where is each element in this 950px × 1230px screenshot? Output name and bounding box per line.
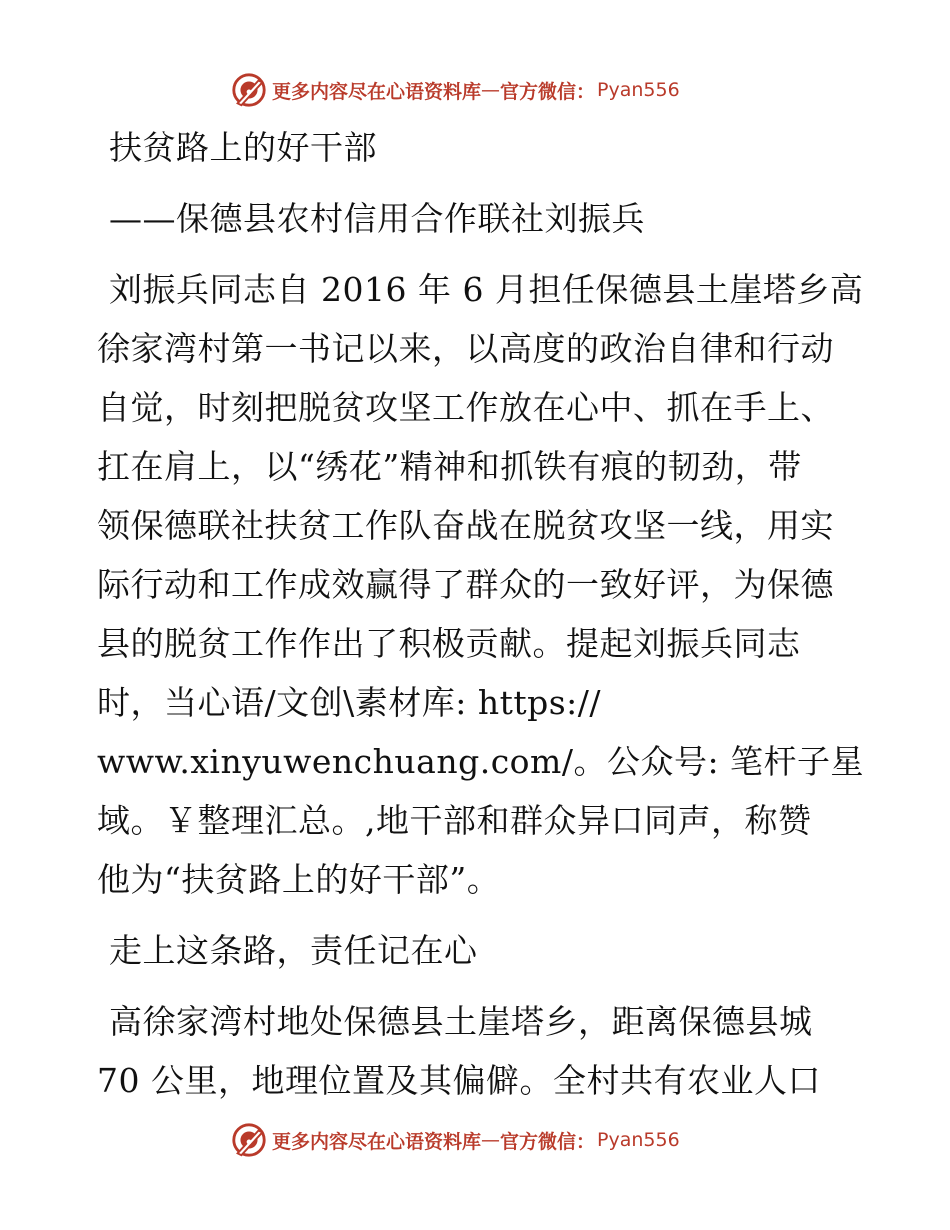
- footer-banner: [230, 1120, 710, 1160]
- header-banner: [230, 70, 710, 110]
- paragraph-line: 时，当心语/文创\素材库: https://: [97, 683, 602, 722]
- paragraph-line: www.xinyuwenchuang.com/。公众号: 笔杆子星: [97, 742, 865, 781]
- paragraph-line: 高徐家湾村地处保德县土崖塔乡，距离保德县城: [109, 1002, 813, 1041]
- paragraph-line: 领保德联社扶贫工作队奋战在脱贫攻坚一线，用实: [97, 506, 834, 545]
- footer-contact-id: Pyan556: [597, 1129, 680, 1151]
- document-title: 扶贫路上的好干部: [109, 128, 377, 167]
- pen-circle-logo-icon: [230, 1121, 268, 1159]
- footer-contact-label: 官方微信：: [500, 1130, 596, 1153]
- footer-brand-text: 更多内容尽在心语资料库: [272, 1130, 482, 1153]
- header-contact-id: Pyan556: [597, 79, 680, 101]
- paragraph-line: 自觉，时刻把脱贫攻坚工作放在心中、抓在手上、: [97, 388, 834, 427]
- section-heading: 走上这条路，责任记在心: [109, 931, 478, 970]
- paragraph-line: 徐家湾村第一书记以来，以高度的政治自律和行动: [97, 329, 834, 368]
- pen-circle-logo-icon: [230, 71, 268, 109]
- paragraph-1: [97, 260, 865, 909]
- paragraph-line: 域。￥整理汇总。,地干部和群众异口同声，称赞: [97, 801, 812, 840]
- paragraph-2: [97, 992, 857, 1110]
- paragraph-line: 刘振兵同志自 2016 年 6 月担任保德县土崖塔乡高: [109, 270, 864, 309]
- header-separator: —: [481, 79, 501, 101]
- document-body: [97, 118, 865, 1110]
- paragraph-line: 际行动和工作成效赢得了群众的一致好评，为保德: [97, 565, 834, 604]
- paragraph-line: 70 公里，地理位置及其偏僻。全村共有农业人口: [97, 1061, 821, 1100]
- paragraph-line: 他为“扶贫路上的好干部”。: [97, 860, 501, 899]
- header-contact-label: 官方微信：: [500, 80, 596, 103]
- footer-separator: —: [481, 1129, 501, 1151]
- paragraph-line: 县的脱贫工作作出了积极贡献。提起刘振兵同志: [97, 624, 801, 663]
- header-brand-text: 更多内容尽在心语资料库: [272, 80, 482, 103]
- document-subtitle: ——保德县农村信用合作联社刘振兵: [109, 199, 645, 238]
- paragraph-line: 扛在肩上，以“绣花”精神和抓铁有痕的韧劲，带: [97, 447, 802, 486]
